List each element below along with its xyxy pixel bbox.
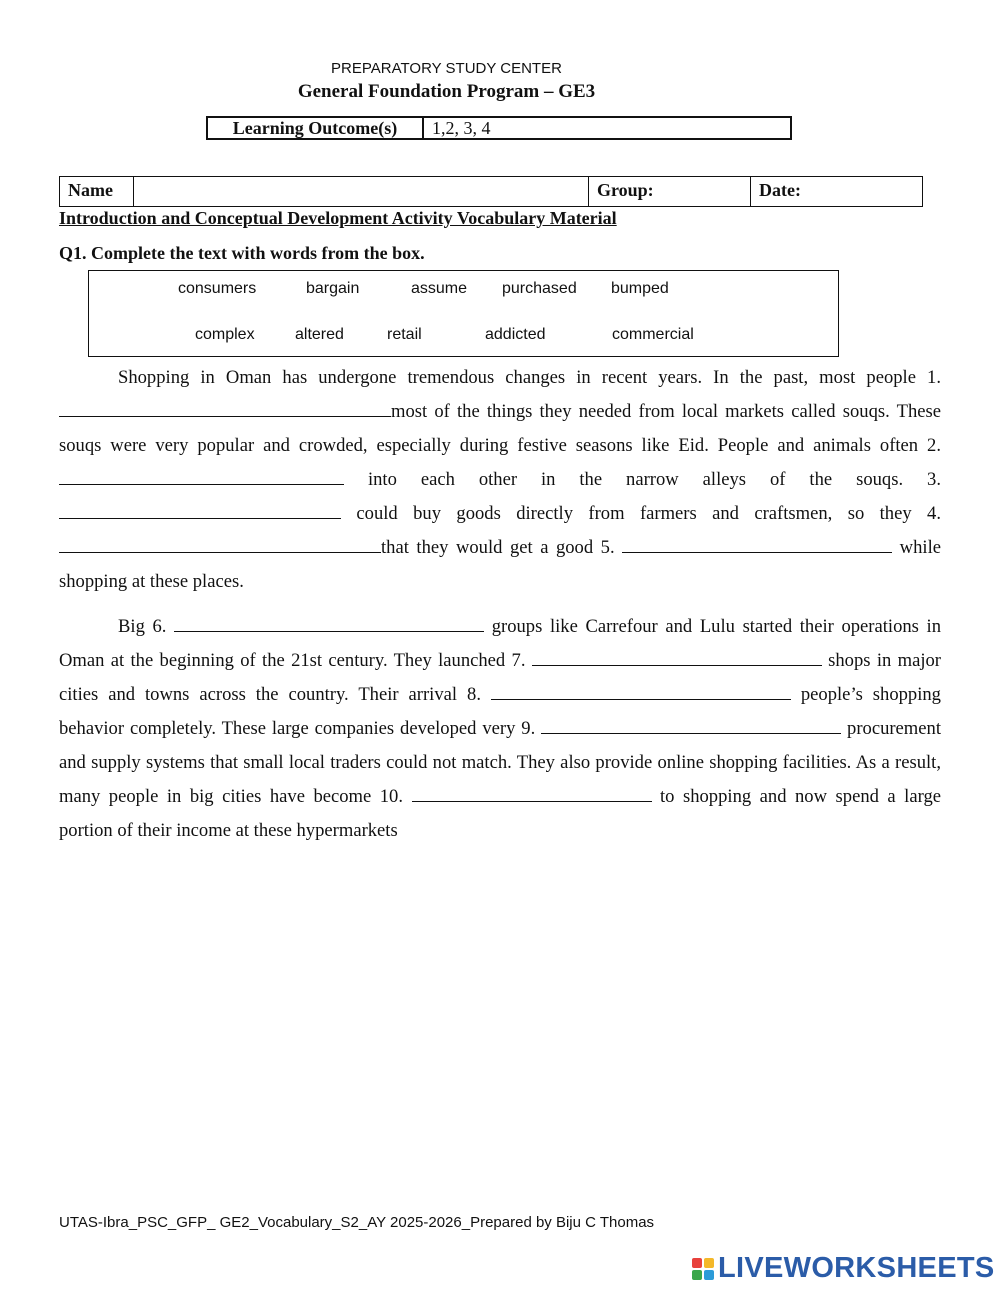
word-box xyxy=(88,270,839,357)
logo-square xyxy=(704,1270,714,1280)
passage-text: procurement and supply systems that small local traders could not match. They also provide online shopping facilities. As a result, many people in big cities have become 10. xyxy=(59,718,941,807)
blank-9[interactable] xyxy=(541,717,841,734)
activity-title: Introduction and Conceptual Development Activity Vocabulary Material xyxy=(59,208,617,228)
passage-text: most of the things they needed from local markets called souqs. These souqs were very popular and crowded, especially during festive seasons like Eid. People and animals often 2. xyxy=(59,401,941,456)
center-name: PREPARATORY STUDY CENTER xyxy=(331,60,562,77)
word-assume: assume xyxy=(411,280,468,297)
logo-square xyxy=(704,1258,714,1268)
passage-text: groups like Carrefour and Lulu started their operations in Oman at the beginning of the 21st century. They launched 7. xyxy=(59,616,942,671)
footer-credit: UTAS-Ibra_PSC_GFP_ GE2_Vocabulary_S2_AY 2025-2026_Prepared by Biju C Thomas xyxy=(59,1214,655,1231)
word-addicted: addicted xyxy=(485,326,546,343)
passage-paragraph-2 xyxy=(59,610,941,848)
learning-outcome-label: Learning Outcome(s) xyxy=(208,118,424,138)
date-label: Date: xyxy=(759,180,801,200)
word-retail: retail xyxy=(387,326,422,343)
passage-text: people’s shopping behavior completely. These large companies developed very 9. xyxy=(59,684,941,739)
question-heading: Q1. Complete the text with words from the box. xyxy=(59,243,425,263)
blank-4[interactable] xyxy=(59,536,381,553)
word-bumped: bumped xyxy=(611,280,669,297)
blank-1[interactable] xyxy=(59,400,391,417)
student-info-table xyxy=(59,176,923,207)
blank-8[interactable] xyxy=(491,683,791,700)
logo-square xyxy=(692,1270,702,1280)
word-bargain: bargain xyxy=(306,280,360,297)
word-commercial: commercial xyxy=(612,326,694,343)
blank-10[interactable] xyxy=(412,785,652,802)
learning-outcome-value: 1,2, 3, 4 xyxy=(432,118,491,138)
blank-7[interactable] xyxy=(532,649,822,666)
liveworksheets-logo xyxy=(692,1252,995,1285)
word-purchased: purchased xyxy=(502,280,577,297)
logo-square xyxy=(692,1258,702,1268)
name-label: Name xyxy=(60,177,134,206)
program-title: General Foundation Program – GE3 xyxy=(297,81,596,102)
liveworksheets-mark-icon xyxy=(692,1258,714,1280)
word-consumers: consumers xyxy=(178,280,257,297)
blank-3[interactable] xyxy=(59,502,341,519)
passage-text: shops in major cities and towns across the country. Their arrival 8. xyxy=(59,650,941,705)
group-label: Group: xyxy=(589,177,751,206)
blank-5[interactable] xyxy=(622,536,892,553)
passage-text: could buy goods directly from farmers and craftsmen, so they 4. xyxy=(341,503,941,524)
logo-text: LIVEWORKSHEETS xyxy=(718,1252,995,1284)
word-altered: altered xyxy=(295,326,344,343)
word-complex: complex xyxy=(195,326,255,343)
passage-text: into each other in the narrow alleys of the souqs. 3. xyxy=(344,469,941,490)
blank-2[interactable] xyxy=(59,468,344,485)
passage-text: Shopping in Oman has undergone tremendous changes in recent years. In the past, most people 1. xyxy=(118,367,941,388)
blank-6[interactable] xyxy=(174,615,484,632)
passage-text: that they would get a good 5. xyxy=(381,537,623,558)
passage-text: to shopping and now spend a large portion of their income at these hypermarkets xyxy=(59,786,941,841)
name-field[interactable] xyxy=(134,177,589,206)
passage-paragraph-1 xyxy=(59,361,941,599)
learning-outcome-box xyxy=(206,116,792,140)
passage-text: while shopping at these places. xyxy=(59,537,941,592)
passage-text: Big 6. xyxy=(118,616,175,637)
